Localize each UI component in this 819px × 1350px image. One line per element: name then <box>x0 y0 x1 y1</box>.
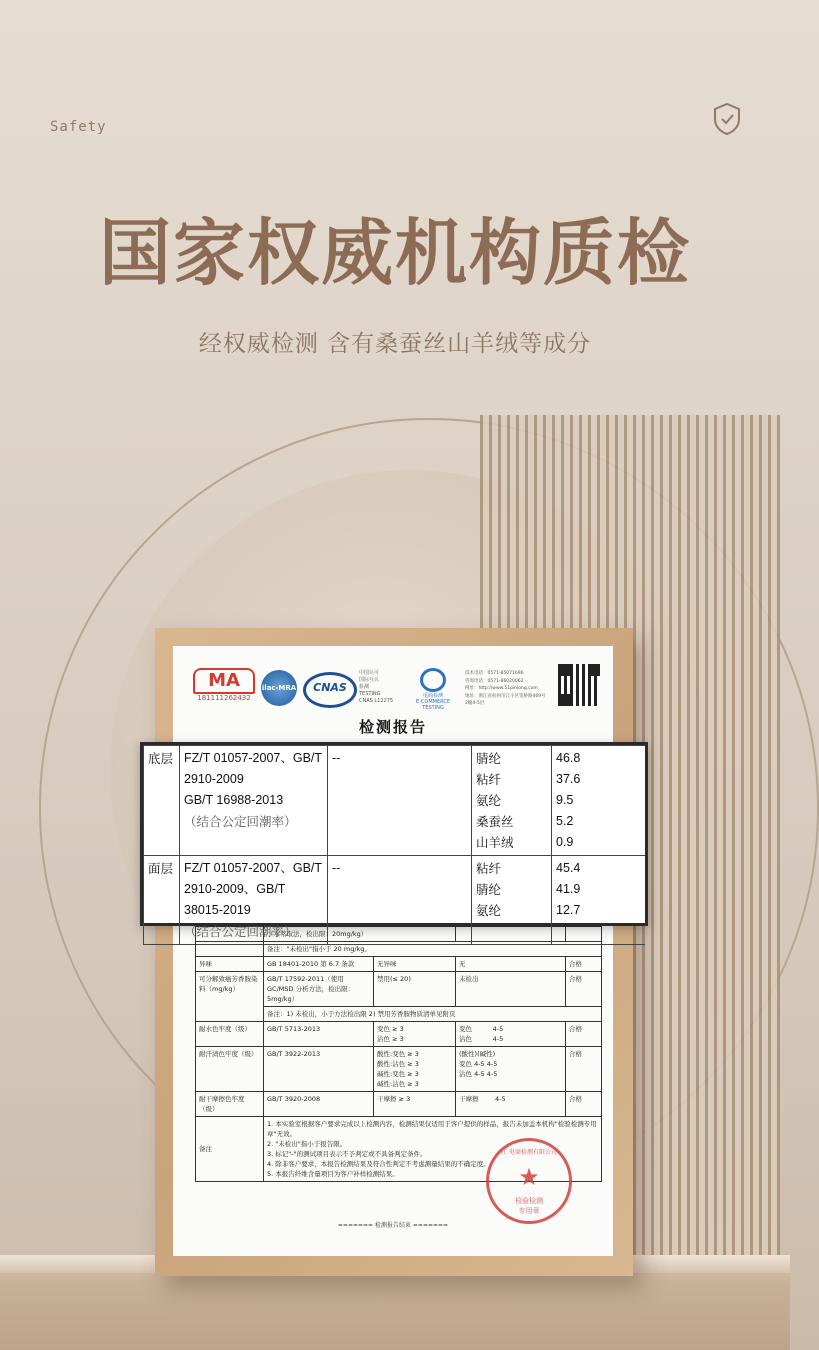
shield-check-icon <box>712 102 742 136</box>
table-row: 耐水色牢度（级） GB/T 5713-2013 变色 ≥ 3 沾色 ≥ 3 变色 4-5 沾色 4-5 合格 <box>196 1022 602 1047</box>
table-row: 可分解致癌芳香胺染料（mg/kg） GB/T 17592-2011（使用 GC/MSD 分析方法，检出限：5mg/kg） 禁用(≤ 20) 未检出 合格 <box>196 972 602 1007</box>
table-row: 备注：1) 未检出，小于方法检出限 2) 禁用芳香胺物质清单见附页 <box>196 1007 602 1022</box>
test-report-document <box>173 646 613 1256</box>
table-row: 备注 1. 本实验室根据客户要求完成以上检测内容，检测结果仅适用于客户提供的样品，报告未加盖本机构"检验检测专用章"无效。 2. "未检出"指小于报告限。 3. 标记"-"的测试项目表示不予判定或不具备判定条件。 4. 除非客户要求，本报告检测结果及符合性判定不考虑测量结果的不确定度。 5. 本报告纤维含量项目为客户补样检测结果。 <box>196 1117 602 1182</box>
table-row: 耐干摩擦色牢度（级） GB/T 3920-2008 干摩擦 ≥ 3 干摩擦 4-5 合格 <box>196 1092 602 1117</box>
lab-contact-info: 技术电话：0571-85071696 咨询电话：0571-86020062 网址：http://www.51pinlong.com 地址：浙江省杭州市江干区笕桥路469号 2幢4-5层 <box>465 671 546 706</box>
table-row: （水萃取法，检出限：20mg/kg） <box>196 927 602 942</box>
report-footer: ======= 检测报告结束 ======= <box>337 1222 449 1229</box>
report-logos <box>193 668 593 711</box>
cnas-caption: 中国认可 国际互认 检测 TESTING CNAS L12275 <box>359 670 394 704</box>
ecommerce-testing-logo: 电商检测 E-COMMERCE TESTING <box>405 668 461 711</box>
table-row: 面层 FZ/T 01057-2007、GB/T 2910-2009、GB/T 38015-2019 （结合公定回潮率） -- 粘纤 腈纶 氨纶 45.4 41.9 12.7 <box>144 856 646 945</box>
table-row: 备注："未检出"指小于 20 mg/kg。 <box>196 942 602 957</box>
cnas-logo: CNAS <box>303 672 357 708</box>
cma-logo: MA 181111262432 <box>193 668 255 704</box>
table-row: 耐汗渍色牢度（级） GB/T 3922-2013 酸性:变色 ≥ 3 酸性:沾色 ≥ 3 碱性:变色 ≥ 3 碱性:沾色 ≥ 3 (酸性)(碱性) 变色 4-5 4-5 沾色 4-5 4-5 合格 <box>196 1047 602 1092</box>
ilac-mra-logo: ilac-MRA <box>261 670 297 706</box>
table-row: 底层 FZ/T 01057-2007、GB/T 2910-2009 GB/T 16988-2013 （结合公定回潮率） -- 腈纶 粘纤 氨纶 桑蚕丝 山羊绒 46.8 37.6 9.5 5.2 0.9 <box>144 746 646 856</box>
official-seal: 江 电商检测有限公司 ★ 检验检测 专用章 <box>486 1138 572 1224</box>
page-headline: 国家权威机构质检 <box>98 210 691 295</box>
top-label: Safety <box>50 119 107 135</box>
report-title: 检测报告 <box>358 718 427 736</box>
page-subline: 经权威检测 含有桑蚕丝山羊绒等成分 <box>198 331 592 357</box>
table-row: 异味 GB 18401-2010 第 6.7 条款 无异味 无 合格 <box>196 957 602 972</box>
qr-code <box>558 664 600 706</box>
